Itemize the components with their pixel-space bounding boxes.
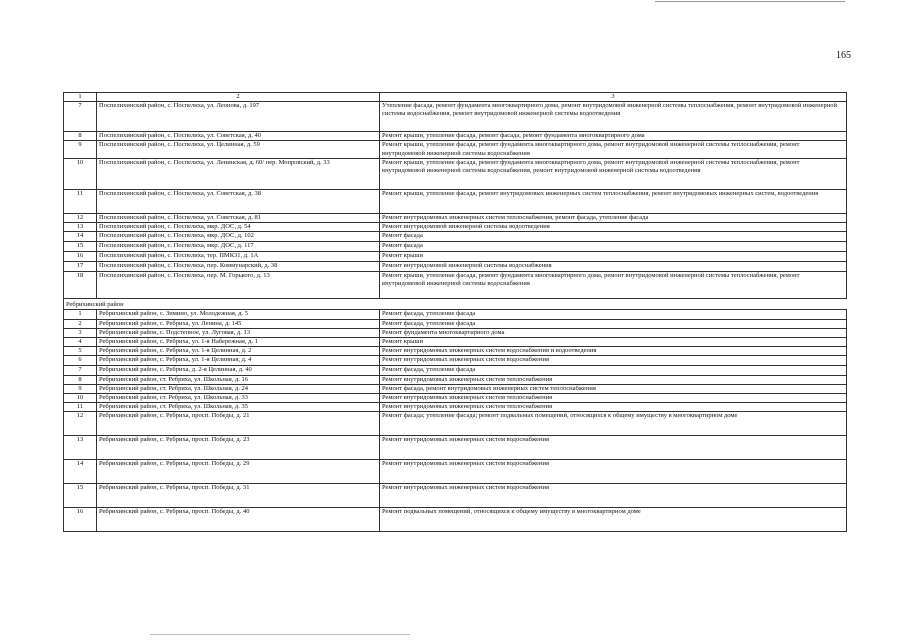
row-address: Ребрихинский район, с. Ребриха, ул. 1-я Набережная, д. 1 xyxy=(97,338,380,347)
table-row xyxy=(64,141,847,158)
row-address: Ребрихинский район, с. Ребриха, просп. Победы, д. 23 xyxy=(97,436,380,460)
row-works: Ремонт крыши xyxy=(380,338,847,347)
row-number: 5 xyxy=(64,347,97,356)
row-number: 16 xyxy=(64,252,97,262)
row-number: 6 xyxy=(64,356,97,366)
row-works: Ремонт подвальных помещений, относящихся к общему имуществу в многоквартирном доме xyxy=(380,508,847,532)
column-number-2: 2 xyxy=(97,93,380,102)
row-works: Ремонт крыши xyxy=(380,252,847,262)
row-number: 9 xyxy=(64,384,97,393)
table-row xyxy=(64,242,847,252)
row-address: Ребрихинский район, с. Ребриха, д. 2-я Целинная, д. 40 xyxy=(97,366,380,375)
table-row xyxy=(64,436,847,460)
table-row xyxy=(64,403,847,412)
row-works: Ремонт внутридомовых инженерных систем теплоснабжения, ремонт фасада, утепление фасада xyxy=(380,213,847,222)
row-address: Поспелихинский район, с. Поспелиха, ул. Советская, д. 81 xyxy=(97,213,380,222)
row-works: Ремонт фасада, утепление фасада xyxy=(380,366,847,375)
row-address: Поспелихинский район, с. Поспелиха, ул. Советская, д. 40 xyxy=(97,132,380,141)
row-number: 11 xyxy=(64,403,97,412)
page-number: 165 xyxy=(836,50,851,61)
row-number: 16 xyxy=(64,508,97,532)
table-row xyxy=(64,484,847,508)
repair-works-table xyxy=(63,92,847,532)
row-address: Ребрихинский район, с. Ребриха, ул. Ленина, д. 145 xyxy=(97,319,380,328)
row-number: 18 xyxy=(64,272,97,299)
column-number-1: 1 xyxy=(64,93,97,102)
row-number: 12 xyxy=(64,213,97,222)
row-address: Ребрихинский район, с. Ребриха, просп. Победы, д. 31 xyxy=(97,484,380,508)
row-works: Ремонт внутридомовых инженерных систем водоснабжения xyxy=(380,460,847,484)
table-row xyxy=(64,262,847,272)
table-row xyxy=(64,328,847,337)
table-row xyxy=(64,252,847,262)
row-works: Ремонт внутридомовых инженерных систем водоснабжения xyxy=(380,484,847,508)
table-row xyxy=(64,213,847,222)
row-works: Ремонт фасада xyxy=(380,242,847,252)
table-row xyxy=(64,310,847,319)
row-works: Ремонт фасада, ремонт внутридомовых инженерных систем теплоснабжения xyxy=(380,384,847,393)
row-address: Ребрихинский район, с. Подстепное, ул. Луговая, д. 13 xyxy=(97,328,380,337)
table-row xyxy=(64,375,847,384)
column-number-row xyxy=(64,93,847,102)
table-row xyxy=(64,189,847,213)
table-row xyxy=(64,356,847,366)
row-works: Ремонт внутридомовых инженерных систем водоснабжения xyxy=(380,436,847,460)
row-number: 14 xyxy=(64,232,97,242)
table-row xyxy=(64,460,847,484)
row-number: 17 xyxy=(64,262,97,272)
table-row xyxy=(64,338,847,347)
table-row xyxy=(64,347,847,356)
row-works: Ремонт крыши, утепление фасада, ремонт внутридомовых инженерных систем теплоснабжения, ремонт внутридомовых инженерных систем, водоотведения xyxy=(380,189,847,213)
row-address: Ребрихинский район, с. Ребриха, ул. 1-я Целинная, д. 4 xyxy=(97,356,380,366)
row-address: Ребрихинский район, ст. Ребриха, ул. Школьная, д. 24 xyxy=(97,384,380,393)
row-works: Ремонт внутридомовых инженерных систем теплоснабжения xyxy=(380,375,847,384)
row-address: Ребрихинский район, с. Ребриха, просп. Победы, д. 21 xyxy=(97,412,380,436)
row-works: Ремонт крыши, утепление фасада, ремонт фасада, ремонт фундамента многоквартирного дома xyxy=(380,132,847,141)
table-row xyxy=(64,272,847,299)
row-address: Ребрихинский район, с. Ребриха, просп. Победы, д. 29 xyxy=(97,460,380,484)
row-address: Поспелихинский район, с. Поспелиха, ул. Леонова, д. 197 xyxy=(97,102,380,132)
row-address: Ребрихинский район, ст. Ребриха, ул. Школьная, д. 33 xyxy=(97,394,380,403)
row-works: Ремонт фасада; утепление фасада; ремонт подвальных помещений, относящихся к общему имуществу в многоквартирном доме xyxy=(380,412,847,436)
row-number: 7 xyxy=(64,366,97,375)
scan-artifact-bottom xyxy=(150,634,410,635)
row-number: 8 xyxy=(64,375,97,384)
table-body xyxy=(64,93,847,532)
row-works: Ремонт внутридомовых инженерных систем теплоснабжения xyxy=(380,403,847,412)
table-row xyxy=(64,412,847,436)
row-works: Ремонт внутридомовой инженерной системы водоснабжения xyxy=(380,262,847,272)
row-works: Ремонт фасада, утепление фасада xyxy=(380,310,847,319)
row-number: 15 xyxy=(64,242,97,252)
row-address: Ребрихинский район, с. Ребриха, ул. 1-я Целинная, д. 2 xyxy=(97,347,380,356)
row-number: 10 xyxy=(64,158,97,189)
section-row xyxy=(64,299,847,310)
table-row xyxy=(64,508,847,532)
row-number: 12 xyxy=(64,412,97,436)
row-number: 2 xyxy=(64,319,97,328)
row-works: Ремонт внутридомовых инженерных систем водоснабжения xyxy=(380,356,847,366)
table-row xyxy=(64,384,847,393)
table-row xyxy=(64,102,847,132)
column-number-3: 3 xyxy=(380,93,847,102)
row-works: Ремонт фундамента многоквартирного дома xyxy=(380,328,847,337)
row-works: Ремонт фасада xyxy=(380,232,847,242)
row-address: Поспелихинский район, с. Поспелиха, мкр. ДОС, д. 117 xyxy=(97,242,380,252)
row-number: 1 xyxy=(64,310,97,319)
row-address: Ребрихинский район, с. Ребриха, просп. Победы, д. 40 xyxy=(97,508,380,532)
row-works: Ремонт внутридомовой инженерной системы водоотведения xyxy=(380,223,847,232)
row-address: Поспелихинский район, с. Поспелиха, тер. ПМК31, д. 1А xyxy=(97,252,380,262)
table-row xyxy=(64,366,847,375)
row-number: 7 xyxy=(64,102,97,132)
row-address: Поспелихинский район, с. Поспелиха, пер. Коммунарский, д. 38 xyxy=(97,262,380,272)
row-works: Утепление фасада, ремонт фундамента многоквартирного дома, ремонт внутридомовой инженерной системы теплоснабжения, ремонт внутридомовой инженерной системы водоснабжения, ремонт внутридомовой инженерной системы водоотведения xyxy=(380,102,847,132)
row-works: Ремонт крыши, утепление фасада, ремонт фундамента многоквартирного дома, ремонт внутридомовой инженерной системы теплоснабжения, ремонт внутридомовой инженерной системы водоснабжения xyxy=(380,141,847,158)
row-works: Ремонт фасада, утепление фасада xyxy=(380,319,847,328)
row-number: 11 xyxy=(64,189,97,213)
row-works: Ремонт внутридомовых инженерных систем теплоснабжения xyxy=(380,394,847,403)
row-works: Ремонт крыши, утепление фасада, ремонт фундамента многоквартирного дома, ремонт внутридомовой инженерной системы теплоснабжения, ремонт внутридомовой инженерной системы водоснабжения, ремонт внутридомовой инженерной системы водоотведения xyxy=(380,158,847,189)
table-row xyxy=(64,223,847,232)
row-number: 10 xyxy=(64,394,97,403)
section-title: Ребрихинский район xyxy=(64,299,847,310)
row-address: Ребрихинский район, ст. Ребриха, ул. Школьная, д. 35 xyxy=(97,403,380,412)
row-address: Поспелихинский район, с. Поспелиха, мкр. ДОС, д. 54 xyxy=(97,223,380,232)
row-number: 14 xyxy=(64,460,97,484)
row-number: 13 xyxy=(64,223,97,232)
table-row xyxy=(64,232,847,242)
row-address: Ребрихинский район, с. Зимино, ул. Молодежная, д. 5 xyxy=(97,310,380,319)
table-row xyxy=(64,132,847,141)
table-row xyxy=(64,158,847,189)
row-number: 4 xyxy=(64,338,97,347)
row-works: Ремонт крыши, утепление фасада, ремонт фундамента многоквартирного дома, ремонт внутридомовой инженерной системы теплоснабжения, ремонт внутридомовой инженерной системы водоснабжения xyxy=(380,272,847,299)
row-address: Поспелихинский район, с. Поспелиха, ул. Ленинская, д. 60/ пер. Мопровский, д. 33 xyxy=(97,158,380,189)
row-address: Поспелихинский район, с. Поспелиха, мкр. ДОС, д. 102 xyxy=(97,232,380,242)
scan-artifact-top xyxy=(655,1,845,2)
row-number: 3 xyxy=(64,328,97,337)
table-row xyxy=(64,394,847,403)
row-works: Ремонт внутридомовых инженерных систем водоснабжения и водоотведения xyxy=(380,347,847,356)
row-address: Поспелихинский район, с. Поспелиха, ул. Советская, д. 38 xyxy=(97,189,380,213)
row-number: 13 xyxy=(64,436,97,460)
row-address: Поспелихинский район, с. Поспелиха, ул. Целинная, д. 59 xyxy=(97,141,380,158)
row-number: 15 xyxy=(64,484,97,508)
row-address: Ребрихинский район, ст. Ребриха, ул. Школьная, д. 16 xyxy=(97,375,380,384)
row-address: Поспелихинский район, с. Поспелиха, пер. М. Горького, д. 13 xyxy=(97,272,380,299)
row-number: 8 xyxy=(64,132,97,141)
row-number: 9 xyxy=(64,141,97,158)
table-row xyxy=(64,319,847,328)
